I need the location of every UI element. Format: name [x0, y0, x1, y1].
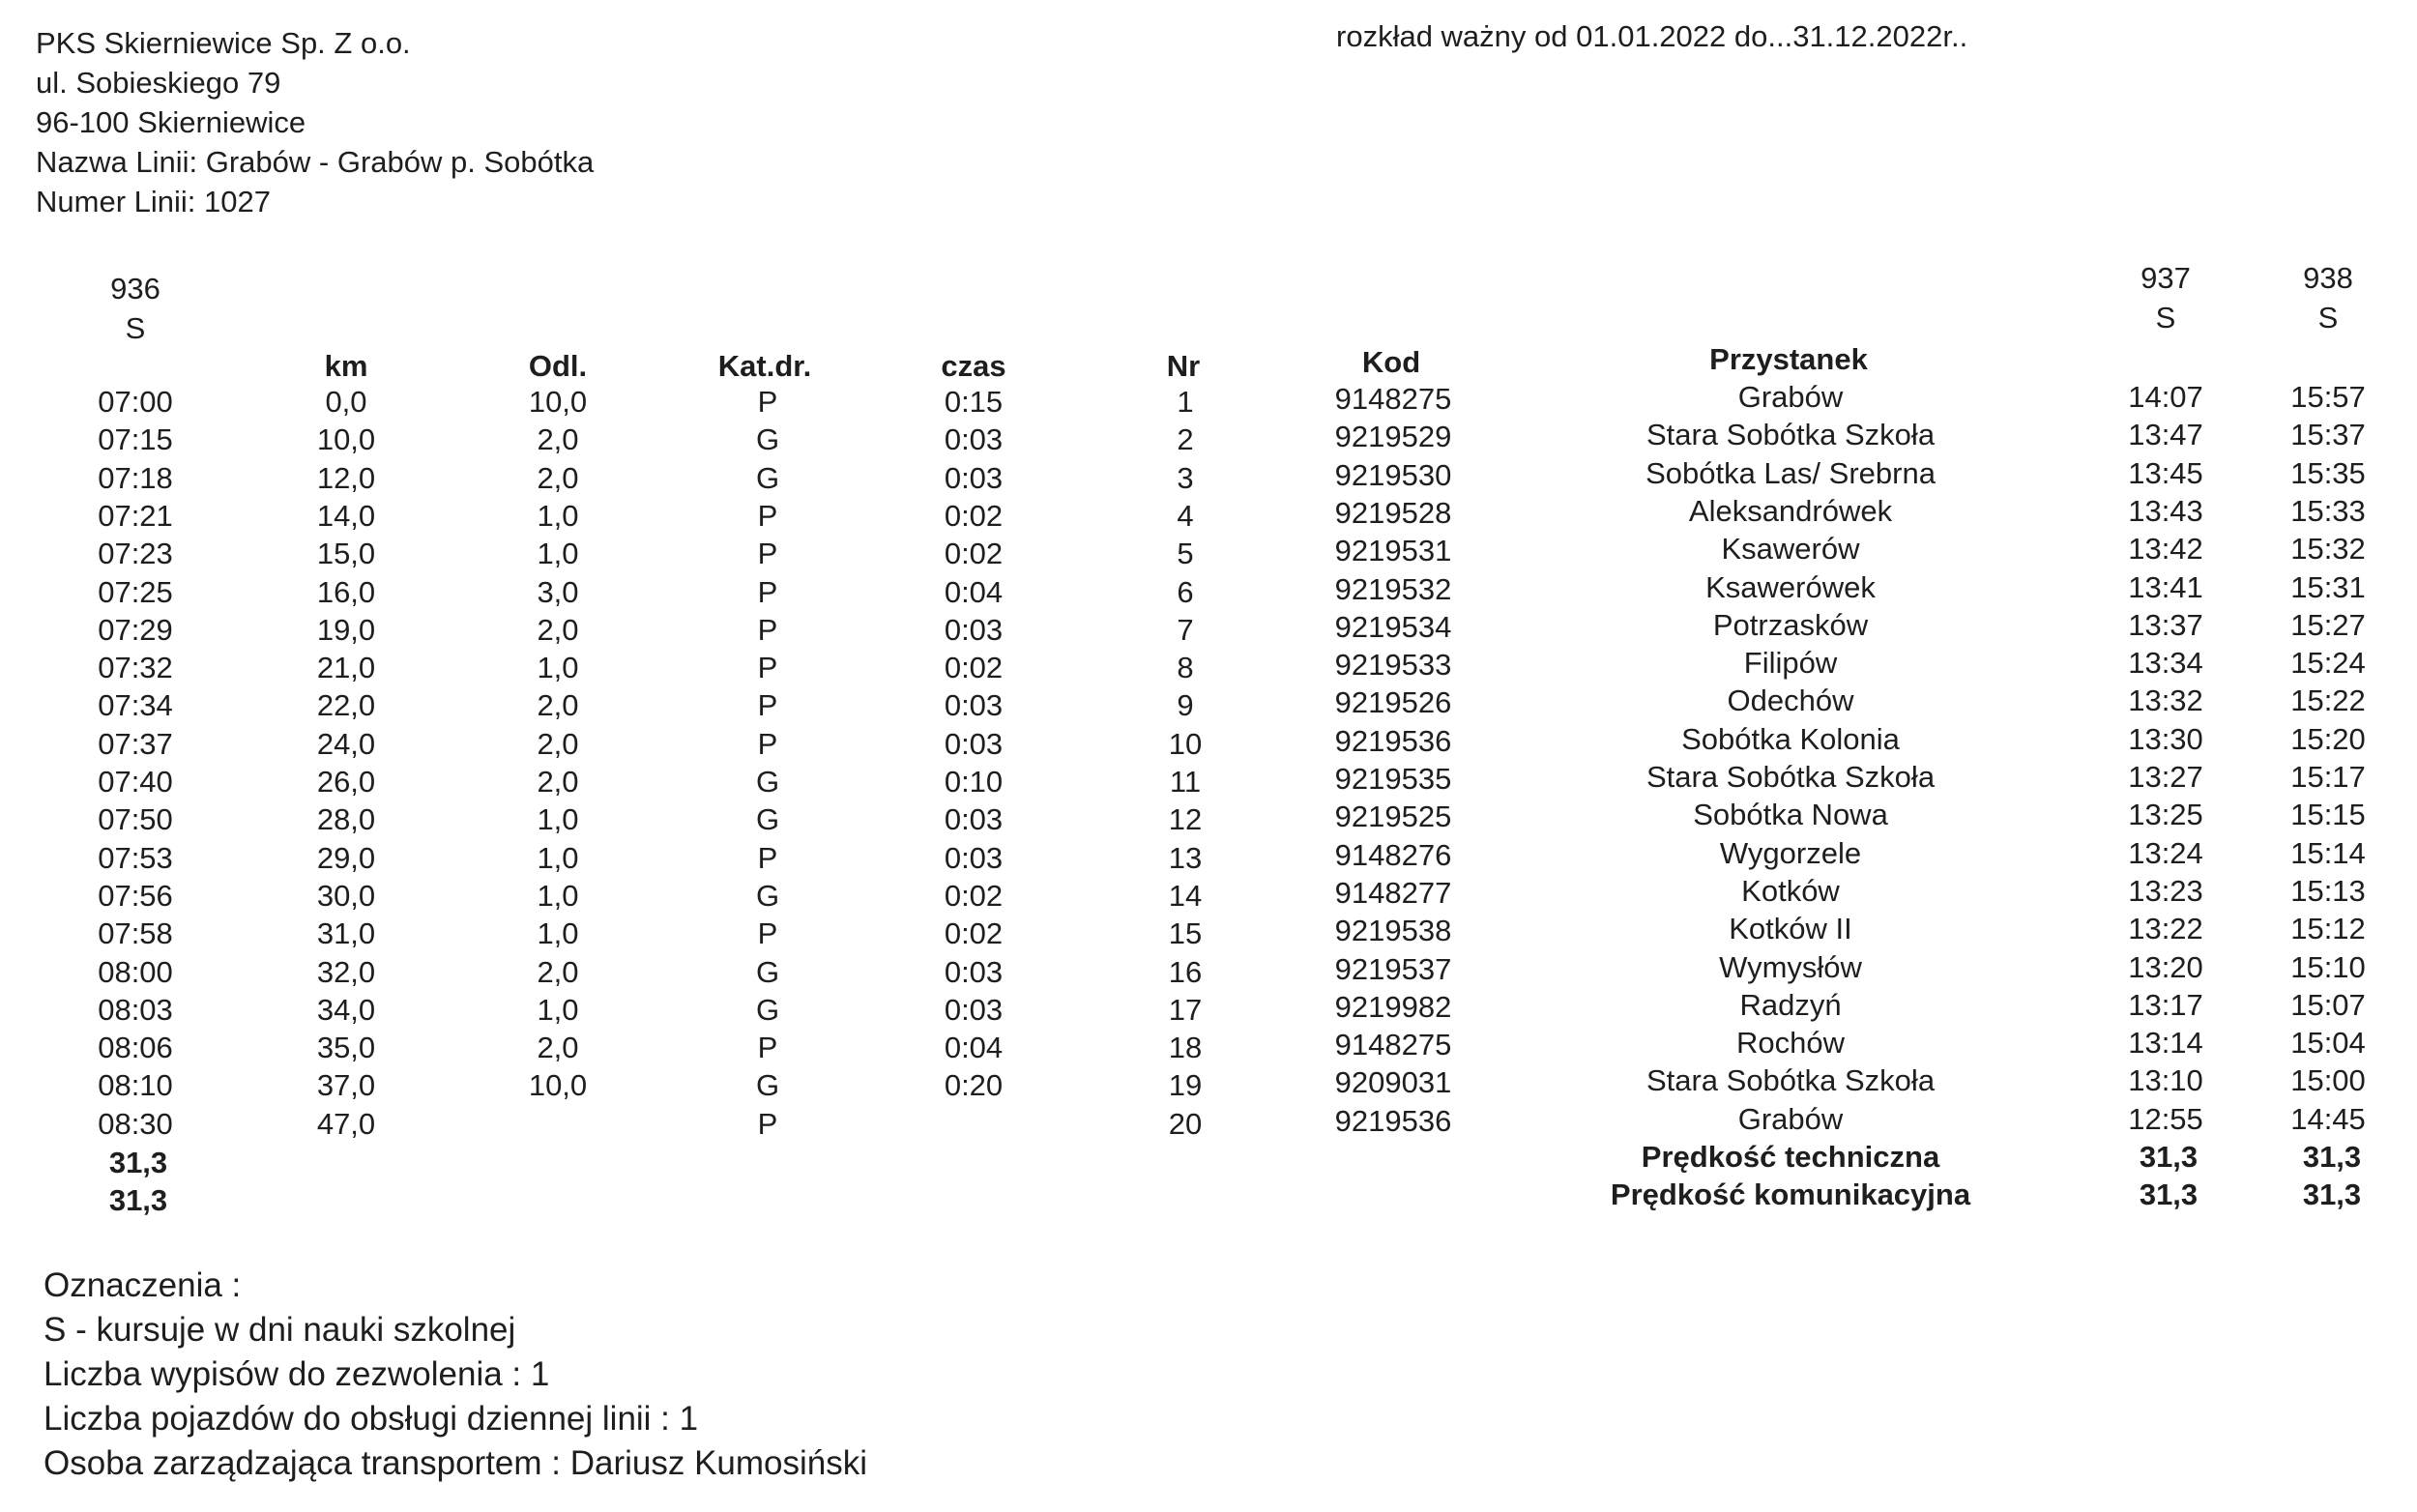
company-city: 96-100 Skierniewice	[36, 105, 306, 139]
cell-time-936: 07:00	[98, 385, 173, 419]
cell-km: 0,0	[325, 385, 367, 419]
cell-stop: Potrzasków	[1712, 607, 1869, 642]
cell-km: 34,0	[316, 992, 376, 1027]
cell-kod: 9219526	[1334, 685, 1452, 720]
cell-time-937: 13:45	[2128, 455, 2203, 490]
cell-nr: 1	[1177, 385, 1194, 419]
cell-stop: Aleksandrówek	[1688, 493, 1893, 528]
cell-kod: 9219982	[1334, 989, 1452, 1024]
cell-czas: 0:02	[944, 651, 1004, 685]
cell-kod: 9219536	[1334, 1103, 1452, 1138]
cell-stop: Rochów	[1736, 1026, 1845, 1061]
course-936-number: 936	[110, 272, 160, 305]
cell-stop: Filipów	[1743, 646, 1838, 681]
speed-936: 31,3	[108, 1183, 168, 1218]
cell-km: 19,0	[316, 612, 376, 647]
cell-czas: 0:02	[944, 916, 1004, 951]
cell-czas: 0:03	[944, 612, 1004, 647]
cell-time-936: 07:58	[98, 916, 173, 951]
cell-kat: P	[757, 916, 778, 951]
cell-stop: Sobótka Las/ Srebrna	[1645, 455, 1936, 490]
cell-czas: 0:03	[944, 688, 1004, 723]
cell-stop: Radzyń	[1739, 987, 1842, 1022]
cell-kat: P	[757, 1031, 778, 1065]
cell-time-937: 13:42	[2128, 532, 2203, 567]
cell-czas: 0:03	[944, 954, 1004, 989]
cell-stop: Kotków II	[1729, 912, 1852, 946]
cell-stop: Wygorzele	[1719, 835, 1862, 870]
line-number: Numer Linii: 1027	[36, 185, 271, 218]
cell-time-937: 13:30	[2128, 721, 2203, 756]
cell-kat: G	[755, 802, 780, 837]
cell-km: 26,0	[316, 765, 376, 799]
cell-kod: 9219529	[1334, 420, 1452, 454]
cell-czas: 0:04	[944, 1031, 1004, 1065]
cell-km: 47,0	[316, 1106, 376, 1141]
cell-kat: G	[755, 992, 780, 1027]
cell-km: 14,0	[316, 498, 376, 533]
cell-time-938: 15:12	[2290, 912, 2366, 946]
cell-odl: 10,0	[528, 1068, 588, 1103]
cell-odl: 1,0	[537, 651, 579, 685]
cell-kat: P	[757, 385, 778, 419]
cell-kod: 9219528	[1334, 495, 1452, 530]
cell-odl: 3,0	[537, 574, 579, 609]
cell-odl: 1,0	[537, 498, 579, 533]
company-street: ul. Sobieskiego 79	[36, 66, 281, 100]
cell-czas: 0:03	[944, 422, 1004, 457]
cell-stop: Sobótka Kolonia	[1681, 721, 1900, 756]
cell-nr: 5	[1177, 537, 1194, 571]
cell-nr: 20	[1168, 1106, 1203, 1141]
cell-km: 10,0	[316, 422, 376, 457]
cell-stop: Stara Sobótka Szkoła	[1645, 760, 1936, 794]
cell-odl: 1,0	[537, 840, 579, 875]
cell-nr: 11	[1169, 765, 1202, 799]
cell-stop: Sobótka Nowa	[1693, 798, 1888, 832]
col-header-km: km	[324, 349, 368, 383]
cell-kod: 9219530	[1334, 457, 1452, 492]
cell-stop: Wymysłów	[1719, 949, 1862, 984]
cell-odl: 1,0	[537, 992, 579, 1027]
cell-stop: Odechów	[1727, 683, 1854, 718]
speed-label: Prędkość komunikacyjna	[1610, 1178, 1971, 1212]
cell-nr: 15	[1168, 916, 1203, 951]
cell-time-936: 07:40	[98, 765, 173, 799]
cell-time-936: 08:00	[98, 954, 173, 989]
cell-time-938: 15:10	[2290, 949, 2366, 984]
cell-stop: Stara Sobótka Szkoła	[1645, 418, 1936, 452]
course-937-mark: S	[2155, 301, 2176, 334]
cell-czas: 0:03	[944, 460, 1004, 495]
cell-km: 31,0	[316, 916, 376, 951]
col-header-kat: Kat.dr.	[717, 349, 812, 383]
cell-kod: 9209031	[1334, 1065, 1452, 1100]
cell-time-937: 13:24	[2128, 835, 2203, 870]
cell-czas: 0:02	[944, 498, 1004, 533]
cell-stop: Ksawerów	[1721, 532, 1860, 567]
cell-czas: 0:02	[944, 878, 1004, 913]
cell-time-938: 15:04	[2290, 1026, 2366, 1061]
cell-nr: 6	[1177, 574, 1194, 609]
cell-odl: 1,0	[537, 916, 579, 951]
legend-permits: Liczba wypisów do zezwolenia : 1	[44, 1355, 550, 1393]
cell-czas: 0:02	[944, 537, 1004, 571]
cell-odl: 2,0	[537, 422, 579, 457]
cell-kat: G	[755, 1068, 780, 1103]
cell-czas: 0:20	[944, 1068, 1004, 1103]
cell-time-938: 15:07	[2290, 987, 2366, 1022]
cell-time-937: 13:20	[2128, 949, 2203, 984]
cell-km: 32,0	[316, 954, 376, 989]
col-header-kod: Kod	[1361, 345, 1421, 379]
cell-km: 37,0	[316, 1068, 376, 1103]
speed-936: 31,3	[108, 1146, 168, 1179]
cell-km: 29,0	[316, 840, 376, 875]
cell-kat: P	[757, 688, 778, 723]
cell-time-936: 07:15	[98, 422, 173, 457]
cell-kat: P	[757, 612, 778, 647]
cell-kat: P	[757, 574, 778, 609]
speed-label: Prędkość techniczna	[1641, 1140, 1940, 1174]
cell-czas: 0:03	[944, 802, 1004, 837]
validity-period: rozkład ważny od 01.01.2022 do...31.12.2022r..	[1336, 19, 1968, 53]
cell-nr: 14	[1168, 878, 1203, 913]
cell-time-936: 07:50	[98, 802, 173, 837]
speed-937: 31,3	[2139, 1140, 2199, 1174]
cell-time-938: 14:45	[2290, 1101, 2366, 1136]
legend-manager: Osoba zarządzająca transportem : Dariusz Kumosiński	[44, 1444, 868, 1482]
cell-time-938: 15:32	[2290, 532, 2366, 567]
cell-stop: Grabów	[1737, 380, 1844, 414]
cell-time-936: 07:18	[98, 460, 173, 495]
cell-czas: 0:03	[944, 992, 1004, 1027]
cell-time-938: 15:33	[2290, 493, 2366, 528]
cell-kat: G	[755, 765, 780, 799]
company-name: PKS Skierniewice Sp. Z o.o.	[36, 26, 411, 60]
cell-odl: 2,0	[537, 460, 579, 495]
cell-time-936: 08:06	[98, 1031, 173, 1065]
cell-time-936: 07:29	[98, 612, 173, 647]
cell-kod: 9219533	[1334, 648, 1452, 683]
cell-time-938: 15:35	[2290, 455, 2366, 490]
cell-nr: 3	[1177, 460, 1194, 495]
cell-czas: 0:10	[944, 765, 1004, 799]
col-header-czas: czas	[941, 349, 1006, 383]
cell-time-938: 15:00	[2290, 1063, 2366, 1098]
course-937-number: 937	[2140, 261, 2191, 295]
col-header-odl: Odl.	[528, 349, 588, 383]
cell-czas: 0:15	[944, 385, 1004, 419]
cell-km: 28,0	[316, 802, 376, 837]
cell-nr: 19	[1168, 1068, 1203, 1103]
cell-odl: 2,0	[537, 726, 579, 761]
cell-time-938: 15:57	[2290, 380, 2366, 414]
cell-time-936: 08:03	[98, 992, 173, 1027]
cell-odl: 2,0	[537, 765, 579, 799]
cell-time-936: 07:56	[98, 878, 173, 913]
cell-kat: P	[757, 651, 778, 685]
cell-time-938: 15:15	[2290, 798, 2366, 832]
cell-time-936: 07:21	[98, 498, 173, 533]
cell-odl: 1,0	[537, 802, 579, 837]
cell-kat: G	[755, 460, 780, 495]
cell-nr: 8	[1177, 651, 1194, 685]
cell-kod: 9148277	[1334, 875, 1452, 910]
cell-time-937: 13:22	[2128, 912, 2203, 946]
cell-time-937: 13:47	[2128, 418, 2203, 452]
cell-time-937: 14:07	[2128, 380, 2203, 414]
cell-odl: 1,0	[537, 878, 579, 913]
cell-time-938: 15:13	[2290, 873, 2366, 908]
cell-kod: 9219535	[1334, 762, 1452, 796]
cell-time-936: 08:30	[98, 1106, 173, 1141]
cell-time-936: 07:37	[98, 726, 173, 761]
cell-czas: 0:04	[944, 574, 1004, 609]
cell-kod: 9148275	[1334, 1028, 1452, 1062]
cell-odl: 2,0	[537, 1031, 579, 1065]
cell-km: 21,0	[316, 651, 376, 685]
cell-km: 15,0	[316, 537, 376, 571]
cell-time-938: 15:17	[2290, 760, 2366, 794]
cell-stop: Ksawerówek	[1705, 569, 1876, 604]
cell-time-938: 15:14	[2290, 835, 2366, 870]
cell-kat: G	[755, 422, 780, 457]
course-938-number: 938	[2303, 261, 2353, 295]
cell-nr: 18	[1168, 1031, 1203, 1065]
cell-time-937: 13:10	[2128, 1063, 2203, 1098]
course-936-mark: S	[125, 311, 146, 345]
cell-czas: 0:03	[944, 726, 1004, 761]
cell-time-937: 13:37	[2128, 607, 2203, 642]
cell-kod: 9219532	[1334, 571, 1452, 606]
cell-czas: 0:03	[944, 840, 1004, 875]
cell-kat: G	[755, 954, 780, 989]
cell-odl: 2,0	[537, 688, 579, 723]
cell-nr: 12	[1168, 802, 1203, 837]
cell-time-936: 08:10	[98, 1068, 173, 1103]
cell-time-938: 15:31	[2290, 569, 2366, 604]
cell-kod: 9219536	[1334, 723, 1452, 758]
cell-time-937: 13:25	[2128, 798, 2203, 832]
cell-time-938: 15:24	[2290, 646, 2366, 681]
cell-nr: 13	[1168, 840, 1203, 875]
cell-km: 30,0	[316, 878, 376, 913]
cell-odl: 2,0	[537, 612, 579, 647]
speed-937: 31,3	[2139, 1178, 2199, 1212]
cell-time-937: 13:27	[2128, 760, 2203, 794]
cell-time-937: 13:32	[2128, 683, 2203, 718]
col-header-nr: Nr	[1166, 349, 1201, 383]
cell-time-936: 07:53	[98, 840, 173, 875]
cell-time-937: 13:41	[2128, 569, 2203, 604]
legend-title: Oznaczenia :	[44, 1266, 242, 1304]
cell-odl: 10,0	[528, 385, 588, 419]
cell-time-936: 07:34	[98, 688, 173, 723]
cell-km: 12,0	[316, 460, 376, 495]
cell-time-937: 13:34	[2128, 646, 2203, 681]
cell-nr: 2	[1177, 422, 1194, 457]
cell-km: 16,0	[316, 574, 376, 609]
line-name: Nazwa Linii: Grabów - Grabów p. Sobótka	[36, 145, 595, 179]
cell-time-937: 13:17	[2128, 987, 2203, 1022]
cell-time-938: 15:37	[2290, 418, 2366, 452]
cell-time-938: 15:27	[2290, 607, 2366, 642]
cell-kod: 9219531	[1334, 534, 1452, 568]
cell-km: 35,0	[316, 1031, 376, 1065]
cell-odl: 1,0	[537, 537, 579, 571]
speed-938: 31,3	[2302, 1178, 2362, 1212]
cell-time-937: 13:43	[2128, 493, 2203, 528]
legend-vehicles: Liczba pojazdów do obsługi dziennej linii : 1	[44, 1400, 699, 1438]
cell-kat: P	[757, 840, 778, 875]
cell-kod: 9219537	[1334, 951, 1452, 986]
cell-time-936: 07:32	[98, 651, 173, 685]
cell-kod: 9148275	[1334, 382, 1452, 416]
cell-nr: 4	[1177, 498, 1194, 533]
cell-kat: P	[757, 537, 778, 571]
legend-s-mark: S - kursuje w dni nauki szkolnej	[44, 1311, 516, 1349]
cell-stop: Stara Sobótka Szkoła	[1645, 1063, 1936, 1098]
cell-time-938: 15:20	[2290, 721, 2366, 756]
cell-nr: 9	[1177, 688, 1194, 723]
cell-kod: 9219534	[1334, 609, 1452, 644]
cell-kod: 9148276	[1334, 837, 1452, 872]
cell-nr: 7	[1177, 612, 1194, 647]
cell-odl: 2,0	[537, 954, 579, 989]
cell-kat: P	[757, 1106, 778, 1141]
cell-kat: G	[755, 878, 780, 913]
cell-time-938: 15:22	[2290, 683, 2366, 718]
cell-kat: P	[757, 498, 778, 533]
cell-stop: Kotków	[1741, 873, 1840, 908]
course-938-mark: S	[2317, 301, 2339, 334]
cell-time-936: 07:23	[98, 537, 173, 571]
cell-kat: P	[757, 726, 778, 761]
cell-km: 24,0	[316, 726, 376, 761]
cell-km: 22,0	[316, 688, 376, 723]
cell-time-937: 12:55	[2128, 1101, 2203, 1136]
speed-938: 31,3	[2302, 1140, 2362, 1174]
cell-time-936: 07:25	[98, 574, 173, 609]
cell-time-937: 13:23	[2128, 873, 2203, 908]
cell-kod: 9219525	[1334, 800, 1452, 834]
cell-nr: 10	[1168, 726, 1203, 761]
cell-stop: Grabów	[1737, 1101, 1844, 1136]
cell-time-937: 13:14	[2128, 1026, 2203, 1061]
cell-kod: 9219538	[1334, 914, 1452, 948]
cell-nr: 17	[1168, 992, 1203, 1027]
col-header-przystanek: Przystanek	[1709, 342, 1868, 376]
cell-nr: 16	[1168, 954, 1203, 989]
